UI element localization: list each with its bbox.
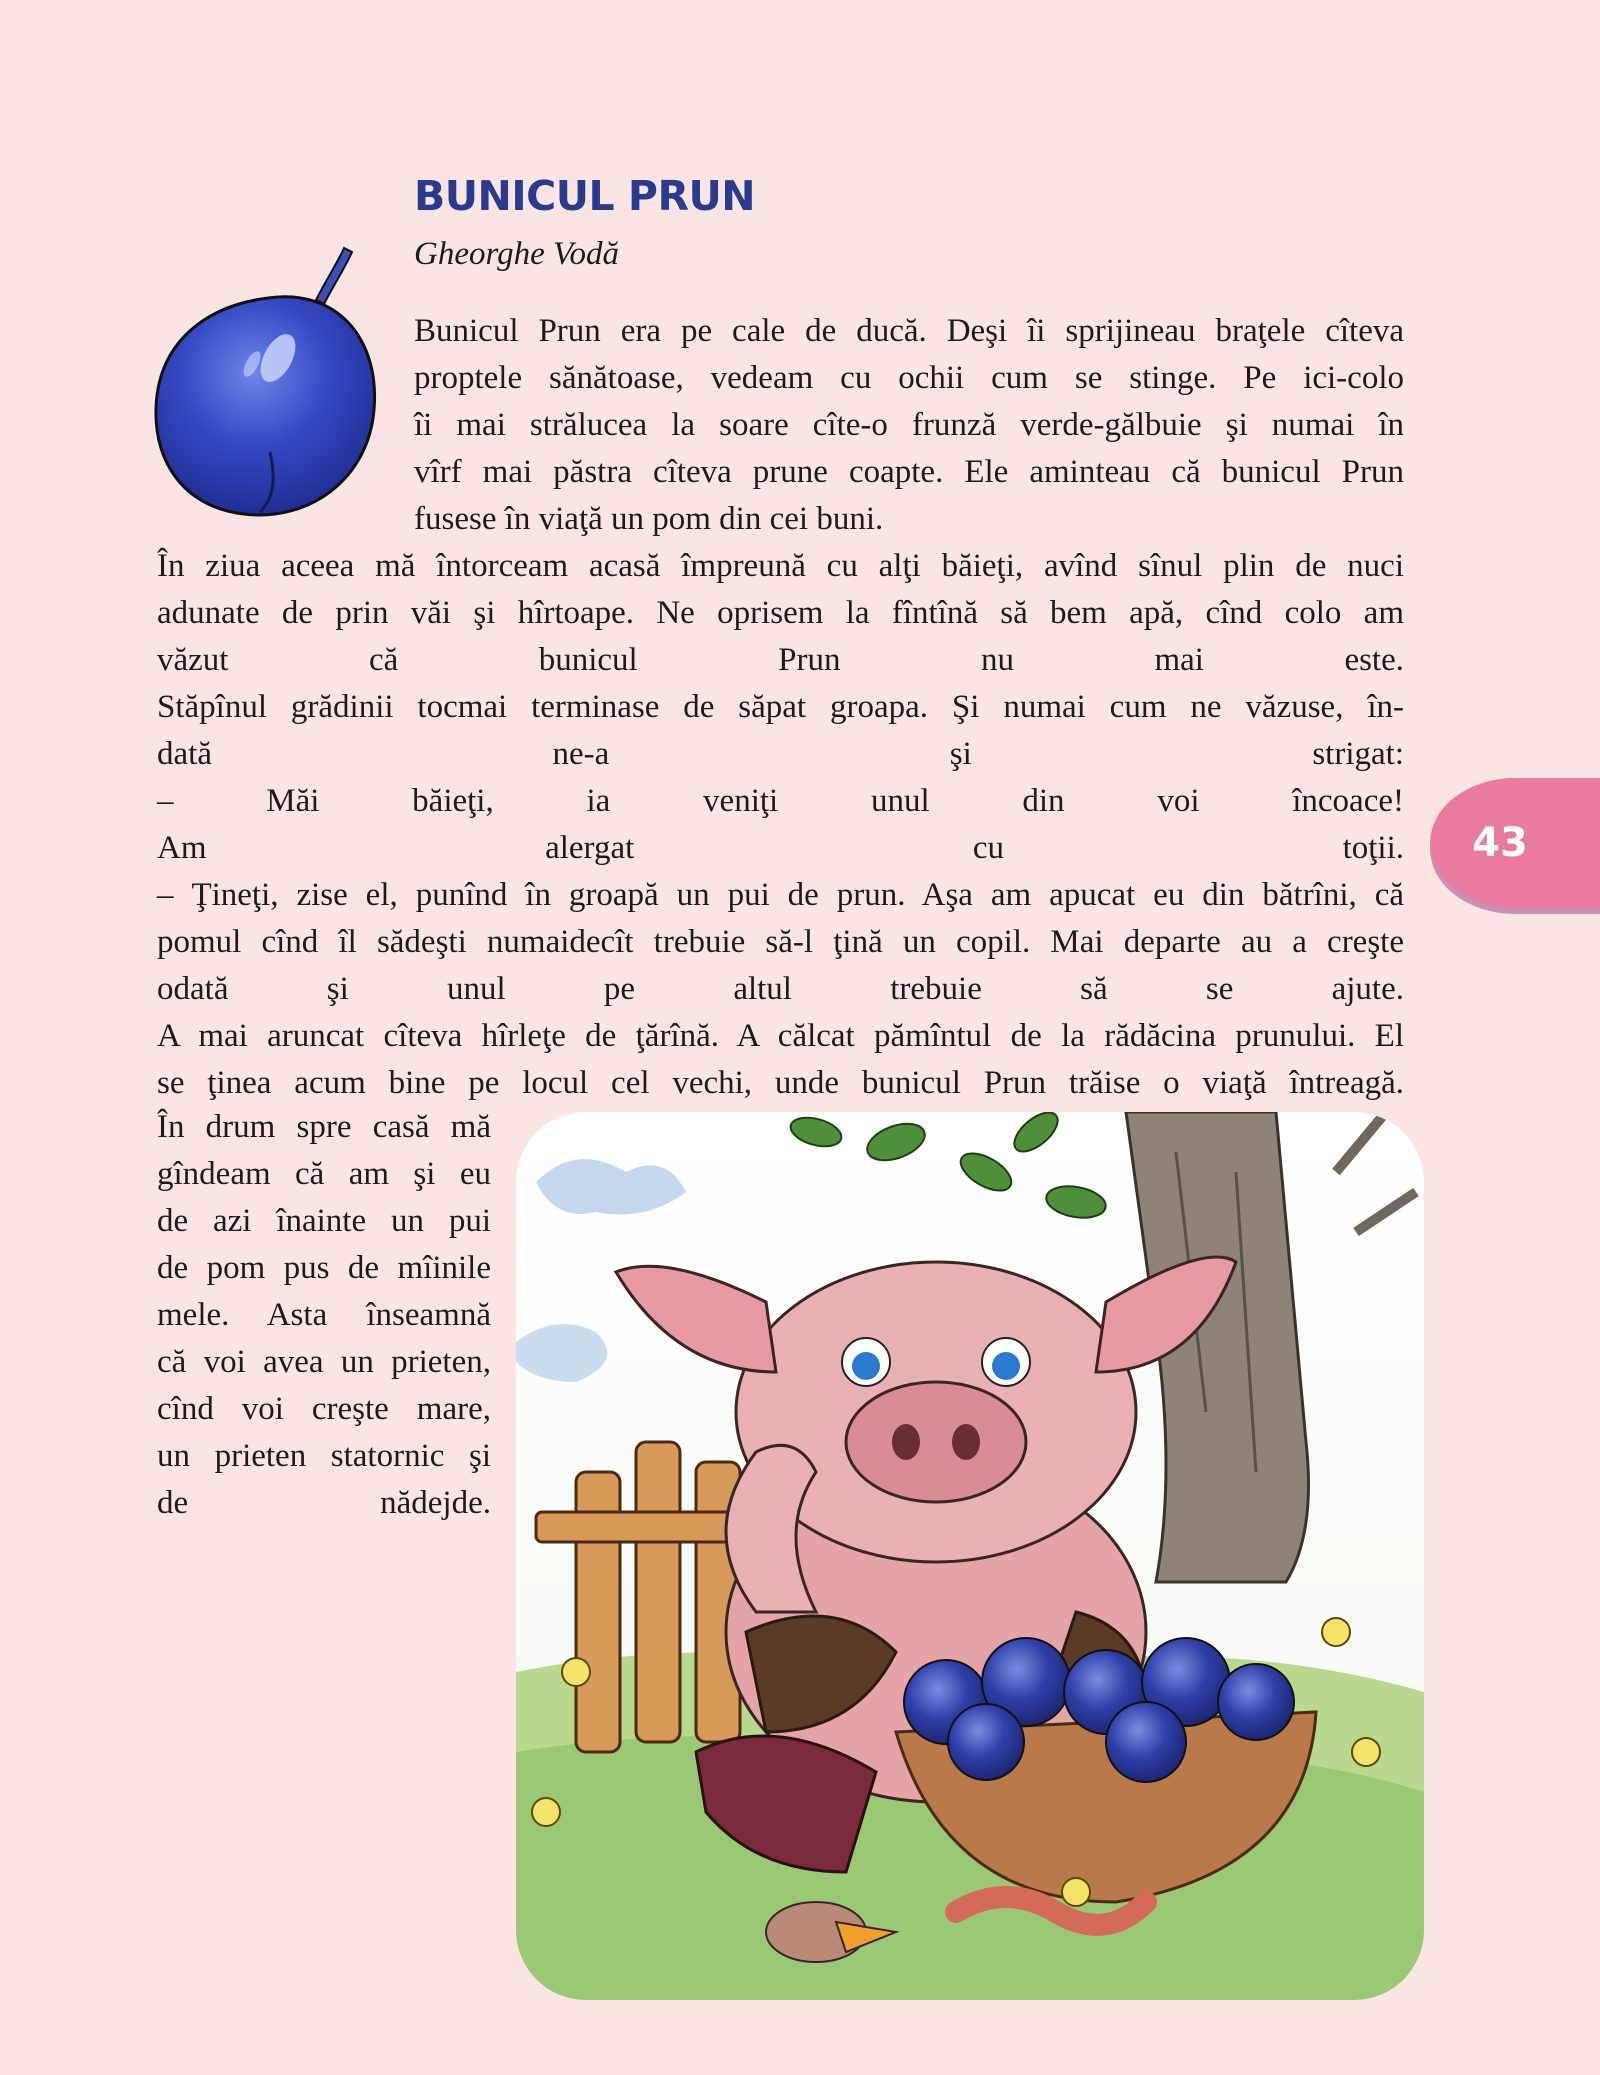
text-line: În drum spre casă mă <box>157 1109 491 1145</box>
text-line: A mai aruncat cîteva hîrleţe de ţărînă. A călcat pămîntul de la rădăcina prunului. El <box>157 1018 1404 1054</box>
page-number: 43 <box>1472 820 1528 866</box>
text-line: În ziua aceea mă întorceam acasă împreună cu alţi băieţi, avînd sînul plin de nuci <box>157 548 1404 584</box>
text-line: Am alergat cu toţii. <box>157 830 1404 866</box>
text-line: de pom pus de mîinile <box>157 1250 491 1286</box>
text-line: un prieten statornic şi <box>157 1438 491 1474</box>
text-line: odată şi unul pe altul trebuie să se ajute. <box>157 971 1404 1007</box>
text-line: – Măi băieţi, ia veniţi unul din voi încoace! <box>157 783 1404 819</box>
paragraph-8 <box>157 1104 491 1527</box>
paragraph-5 <box>157 825 1404 872</box>
paragraph-4 <box>157 778 1404 825</box>
pig-illustration-icon <box>516 1112 1424 2000</box>
story-illustration <box>516 1112 1424 2000</box>
page-title: BUNICUL PRUN <box>414 172 756 220</box>
text-line: văzut că bunicul Prun nu mai este. <box>157 642 1404 678</box>
text-line: – Ţineţi, zise el, punînd în groapă un pui de prun. Aşa am apucat eu din bătrîni, că <box>157 877 1404 913</box>
plum-icon <box>148 240 388 520</box>
text-line: fusese în viaţă un pom din cei buni. <box>414 501 884 537</box>
text-line: de nădejde. <box>157 1485 491 1521</box>
paragraph-3 <box>157 684 1404 778</box>
text-line: Bunicul Prun era pe cale de ducă. Deşi îi sprijineau braţele cîteva <box>414 313 1404 349</box>
author-name: Gheorghe Vodă <box>414 236 619 272</box>
text-line: cînd voi creşte mare, <box>157 1391 491 1427</box>
text-line: Stăpînul grădinii tocmai terminase de săpat groapa. Şi numai cum ne văzuse, în- <box>157 689 1404 725</box>
text-line: îi mai strălucea la soare cîte-o frunză verde-gălbuie şi numai în <box>414 407 1404 443</box>
text-line: se ţinea acum bine pe locul cel vechi, unde bunicul Prun trăise o viaţă întreagă. <box>157 1065 1404 1101</box>
paragraph-6 <box>157 872 1404 1013</box>
text-line: pomul cînd îl sădeşti numaidecît trebuie să-l ţină un copil. Mai departe au a creşte <box>157 924 1404 960</box>
text-line: că voi avea un prieten, <box>157 1344 491 1380</box>
paragraph-2 <box>157 543 1404 684</box>
text-line: adunate de prin văi şi hîrtoape. Ne oprisem la fîntînă să bem apă, cînd colo am <box>157 595 1404 631</box>
page-number-badge <box>1430 778 1600 908</box>
text-line: proptele sănătoase, vedeam cu ochii cum se stinge. Pe ici-colo <box>414 360 1404 396</box>
text-line: dată ne-a şi strigat: <box>157 736 1404 772</box>
paragraph-1 <box>414 308 1404 543</box>
text-line: gîndeam că am şi eu <box>157 1156 491 1192</box>
text-line: de azi înainte un pui <box>157 1203 491 1239</box>
text-line: mele. Asta înseamnă <box>157 1297 491 1333</box>
paragraph-7 <box>157 1013 1404 1107</box>
text-line: vîrf mai păstra cîteva prune coapte. Ele aminteau că bunicul Prun <box>414 454 1404 490</box>
